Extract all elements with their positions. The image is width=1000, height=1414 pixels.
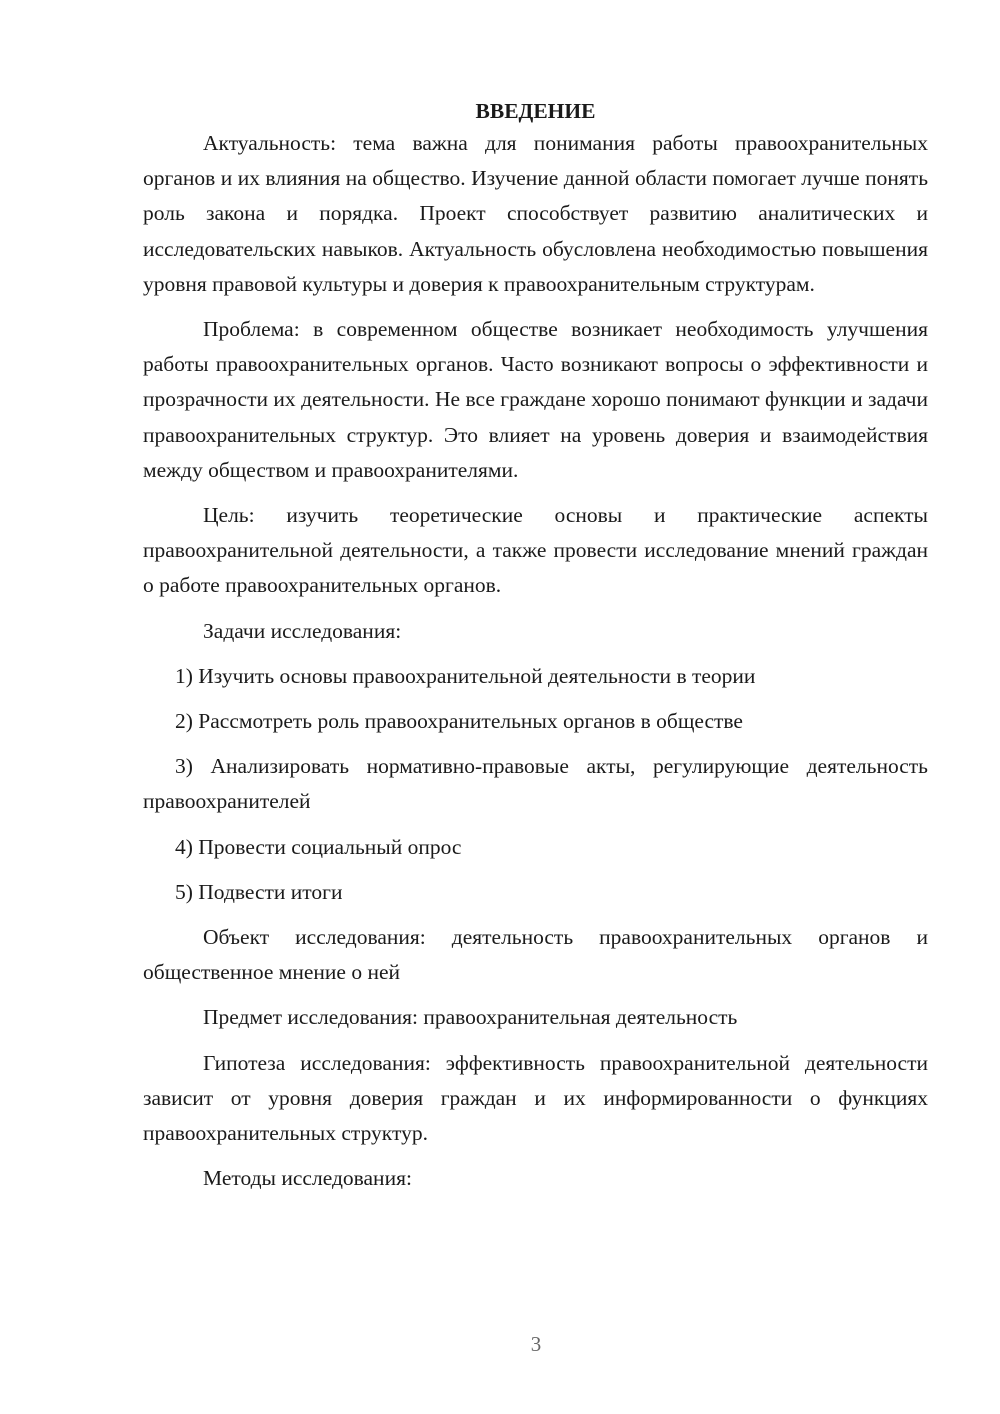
task-item-1: 1) Изучить основы правоохранительной деятельности в теории [175,663,756,688]
task-item-4: 4) Провести социальный опрос [175,834,462,859]
object-paragraph: Объект исследования: деятельность правоохранительных органов и общественное мнение о ней [143,925,928,985]
relevance-paragraph: Актуальность: тема важна для понимания работы правоохранительных органов и их влияния на общество. Изучение данной области помогает лучше понять роль закона и порядка. Проект способствует развитию аналитических и исследовательских навыков. Актуальность обусловлена необходимостью повышения уровня правовой культуры и доверия к правоохранительным структурам. [143,131,928,296]
tasks-heading: Задачи исследования: [203,618,402,643]
task-item-5: 5) Подвести итоги [175,879,343,904]
goal-paragraph: Цель: изучить теоретические основы и практические аспекты правоохранительной деятельности, а также провести исследование мнений граждан о работе правоохранительных органов. [143,503,928,598]
task-item-3: 3) Анализировать нормативно-правовые акты, регулирующие деятельность правоохранителей [143,754,928,814]
section-title: ВВЕДЕНИЕ [475,99,596,123]
methods-heading: Методы исследования: [203,1166,412,1191]
problem-paragraph: Проблема: в современном обществе возникает необходимость улучшения работы правоохранительных органов. Часто возникают вопросы о эффективности и прозрачности их деятельности. Не все граждане хорошо понимают функции и задачи правоохранительных структур. Это влияет на уровень доверия и взаимодействия между обществом и правоохранителями. [143,317,928,482]
subject-paragraph: Предмет исследования: правоохранительная деятельность [203,1005,738,1030]
document-page [143,96,928,1196]
task-item-2: 2) Рассмотреть роль правоохранительных органов в обществе [175,709,743,734]
hypothesis-paragraph: Гипотеза исследования: эффективность правоохранительной деятельности зависит от уровня доверия граждан и их информированности о функциях правоохранительных структур. [143,1050,928,1146]
page-number: 3 [530,1332,542,1356]
